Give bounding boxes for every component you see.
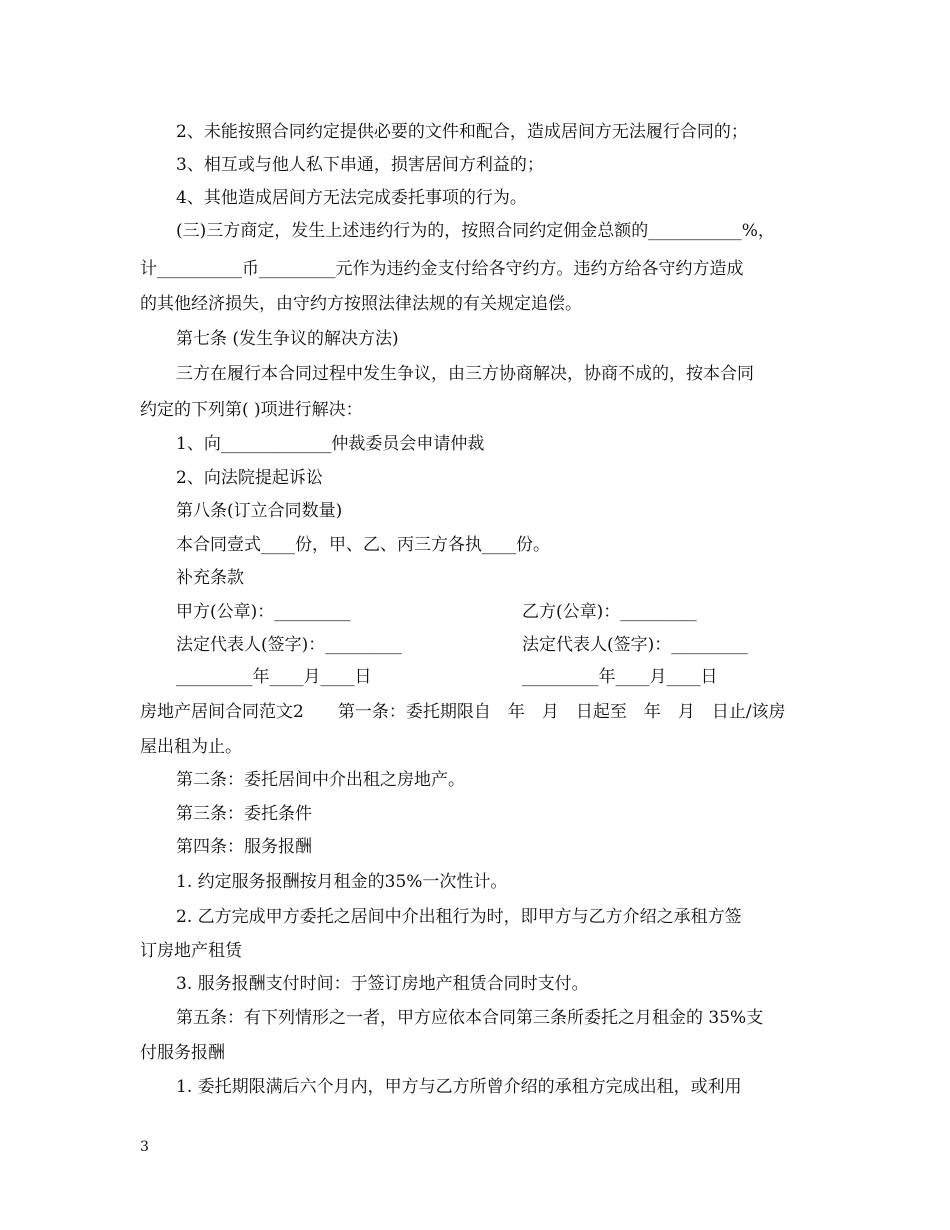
party-b-seal: 乙方(公章)：_________ [522,602,697,622]
party-a-seal: 甲方(公章)：_________ [176,602,351,622]
text-line: 约定的下列第( )项进行解决： [140,400,363,420]
text-line: 1、向_____________仲裁委员会申请仲裁 [176,434,485,454]
party-a-representative: 法定代表人(签字)：_________ [176,635,402,655]
text-line: 1. 委托期限满后六个月内，甲方与乙方所曾介绍的承租方完成出租，或利用 [176,1077,742,1097]
section-heading: 第八条(订立合同数量) [176,501,343,521]
party-b-representative: 法定代表人(签字)：_________ [522,635,748,655]
text-line: 2、向法院提起诉讼 [176,468,323,488]
text-line: 第三条：委托条件 [176,804,312,824]
text-line: 第四条：服务报酬 [176,837,312,857]
text-line: 三方在履行本合同过程中发生争议，由三方协商解决，协商不成的，按本合同 [176,364,754,384]
text-line: 计__________币_________元作为违约金支付给各守约方。违约方给各守约方造成 [140,259,744,279]
text-line: 2、未能按照合同约定提供必要的文件和配合，造成居间方无法履行合同的； [176,122,748,142]
text-line: 3. 服务报酬支付时间：于签订房地产租赁合同时支付。 [176,974,589,994]
section-heading: 补充条款 [176,568,244,588]
text-line: 屋出租为止。 [140,737,242,757]
text-line: 本合同壹式____份，甲、乙、丙三方各执____份。 [176,535,550,555]
text-line: 1. 约定服务报酬按月租金的35%一次性计。 [176,872,508,892]
text-line: 第五条：有下列情形之一者，甲方应依本合同第三条所委托之月租金的 35%支 [176,1008,764,1028]
section-heading: 第七条 (发生争议的解决方法) [176,329,399,349]
text-line: 房地产居间合同范文2 第一条：委托期限自 年 月 日起至 年 月 日止/该房 [140,702,786,722]
text-line: 订房地产租赁 [140,941,242,961]
text-line: 的其他经济损失，由守约方按照法律法规的有关规定追偿。 [140,294,582,314]
page-number: 3 [140,1139,149,1155]
party-a-date: _________年____月____日 [176,667,372,687]
text-line: 4、其他造成居间方无法完成委托事项的行为。 [176,188,527,208]
text-line: (三)三方商定，发生上述违约行为的，按照合同约定佣金总额的___________%， [176,221,775,241]
text-line: 付服务报酬 [140,1043,225,1063]
text-line: 第二条：委托居间中介出租之房地产。 [176,770,465,790]
party-b-date: _________年____月____日 [522,667,718,687]
text-line: 3、相互或与他人私下串通，损害居间方利益的； [176,155,544,175]
text-line: 2. 乙方完成甲方委托之居间中介出租行为时，即甲方与乙方介绍之承租方签 [176,907,742,927]
